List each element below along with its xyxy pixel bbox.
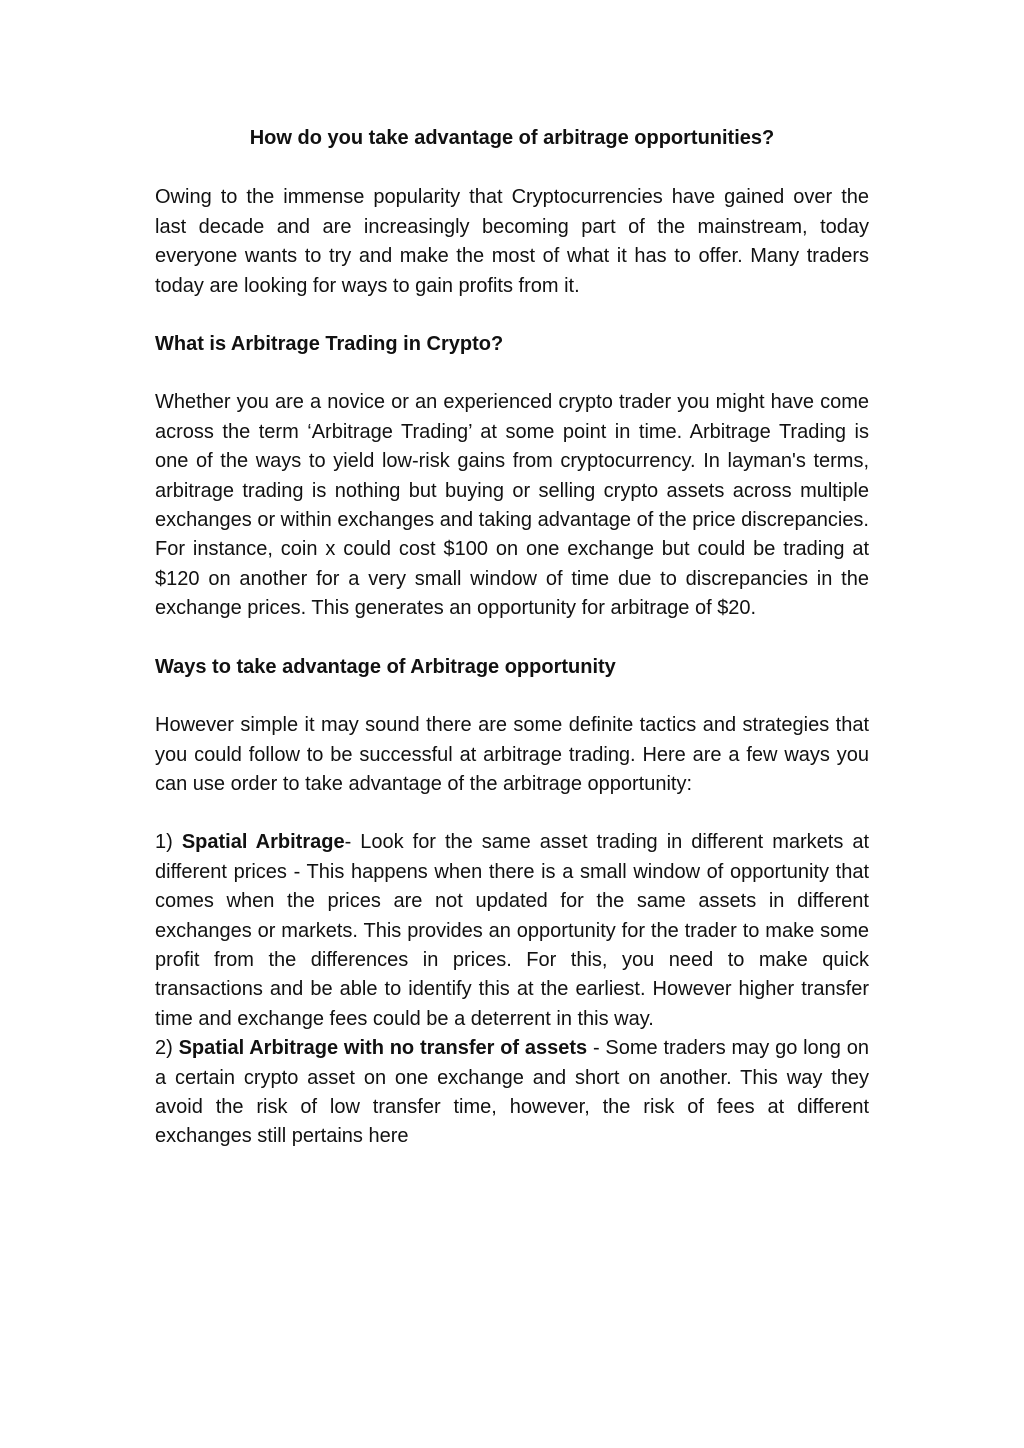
document-title: How do you take advantage of arbitrage opportunities?: [249, 127, 775, 149]
section-body-ways: However simple it may sound there are some definite tactics and strategies that you could follow to be successful at arbitrage trading. Here are a few ways you can use order to take advantage of the arbitrage opportunity:: [155, 714, 869, 795]
document-body: [155, 124, 869, 1152]
list-item-term: Spatial Arbitrage: [181, 831, 345, 854]
list-item-term: Spatial Arbitrage with no transfer of assets: [178, 1037, 588, 1060]
intro-paragraph: Owing to the immense popularity that Cryptocurrencies have gained over the last decade and are increasingly becoming part of the mainstream, today everyone wants to try and make the most of what it has to offer. Many traders today are looking for ways to gain profits from it.: [155, 186, 869, 297]
list-item-text: - Some traders may go long on a certain crypto asset on one exchange and short on another. This way they avoid the risk of low transfer time, however, the risk of fees at different exchanges still pertains here: [155, 1037, 869, 1148]
list-item-number: 1): [155, 831, 173, 854]
section-heading-ways: Ways to take advantage of Arbitrage opportunity: [155, 655, 616, 678]
list-item-text: - Look for the same asset trading in different markets at different prices - This happens when there is a small window of opportunity that comes when the prices are not updated for the same assets in different exchanges or markets. This provides an opportunity for the trader to make some profit from the differences in prices. For this, you need to make quick transactions and be able to identify this at the earliest. However higher transfer time and exchange fees could be a deterrent in this way.: [155, 831, 870, 1030]
list-item-number: 2): [155, 1037, 173, 1060]
list-item: [155, 828, 869, 1034]
list-item: [155, 1034, 869, 1152]
section-heading-what-is-arbitrage: What is Arbitrage Trading in Crypto?: [155, 333, 504, 356]
section-body-what-is-arbitrage: Whether you are a novice or an experienced crypto trader you might have come across the term ‘Arbitrage Trading’ at some point in time. Arbitrage Trading is one of the ways to yield low-risk gains from cryptocurrency. In layman's terms, arbitrage trading is nothing but buying or selling crypto assets across multiple exchanges or within exchanges and taking advantage of the price discrepancies. For instance, coin x could cost $100 on one exchange but could be trading at $120 on another for a very small window of time due to discrepancies in the exchange prices. This generates an opportunity for arbitrage of $20.: [155, 391, 869, 620]
